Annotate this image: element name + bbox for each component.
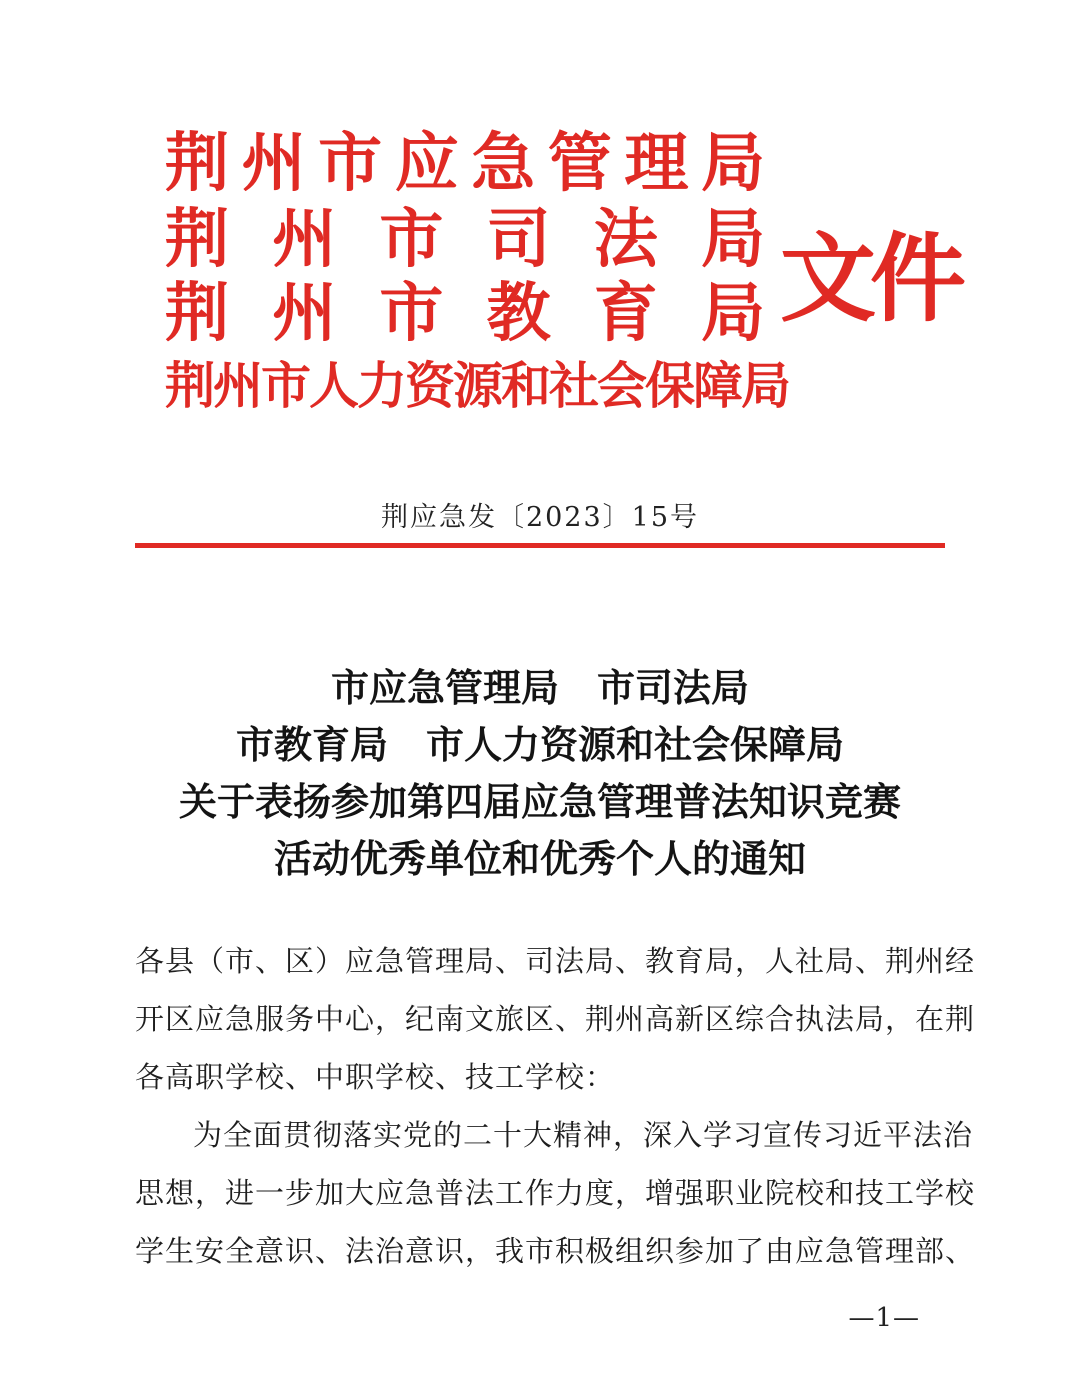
- issuer-emergency-management-bureau: 荆 州 市 应 急 管 理 局: [165, 127, 765, 201]
- paragraph-line: 学生安全意识、法治意识，我市积极组织参加了由应急管理部、: [135, 1234, 976, 1268]
- title-line: 市应急管理局 市司法局: [330, 666, 749, 710]
- issuer-justice-bureau: 荆 州 市 司 法 局: [165, 203, 765, 277]
- title-line: 关于表扬参加第四届应急管理普法知识竞赛: [178, 780, 901, 824]
- red-divider-line: [135, 543, 945, 548]
- document-body: [135, 932, 976, 1280]
- title-line: 活动优秀单位和优秀个人的通知: [273, 837, 806, 881]
- paragraph-line: 为全面贯彻落实党的二十大精神，深入学习宣传习近平法治: [193, 1118, 974, 1152]
- issuer-human-resources-bureau: 荆州市人力资源和社会保障局: [165, 357, 789, 415]
- addressee-line: 开区应急服务中心，纪南文旅区、荆州高新区综合执法局，在荆: [135, 1002, 976, 1036]
- issuer-education-bureau: 荆 州 市 教 育 局: [165, 277, 765, 351]
- addressee-line: 各高职学校、中职学校、技工学校：: [135, 1060, 616, 1094]
- paragraph-line: 思想，进一步加大应急普法工作力度，增强职业院校和技工学校: [135, 1176, 976, 1210]
- document-title: [0, 660, 1080, 888]
- doc-type-label: 文件: [780, 223, 960, 335]
- title-line: 市教育局 市人力资源和社会保障局: [235, 723, 844, 767]
- red-masthead: [165, 127, 960, 428]
- addressee-line: 各县（市、区）应急管理局、司法局、教育局，人社局、荆州经: [135, 944, 976, 978]
- page-number: —1—: [848, 1303, 920, 1333]
- document-number: 荆应急发〔2023〕15号: [380, 502, 700, 533]
